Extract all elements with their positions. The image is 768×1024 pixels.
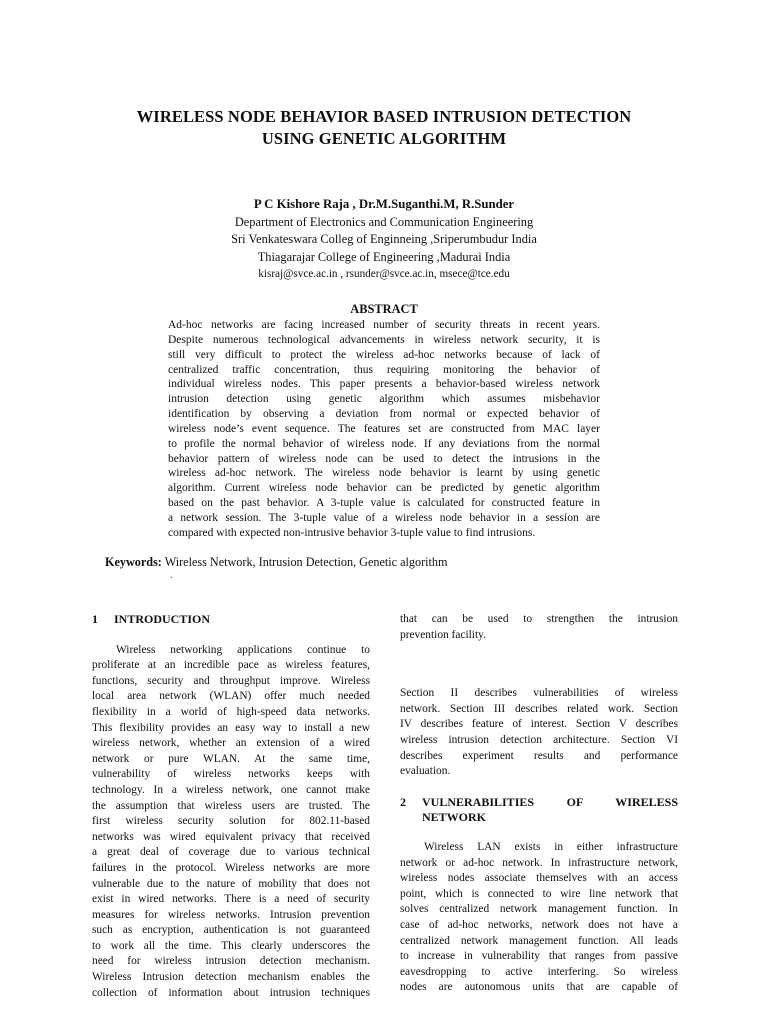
affiliation-2: Sri Venkateswara Colleg of Enginneing ,Sriperumbudur India [231, 232, 537, 246]
text-line: measures for wireless networks. Intrusion prevention [92, 908, 370, 921]
text-line: wireless ad-hoc network. The wireless node behavior is learnt by using genetic [168, 467, 600, 480]
text-line: Section II describes vulnerabilities of wireless [400, 687, 678, 700]
text-line: This flexibility provides an easy way to install a new [92, 721, 370, 734]
text-line: need for wireless intrusion detection mechanism. [92, 955, 370, 968]
text-line: proliferate at an incredible pace as wireless features, [92, 659, 370, 672]
abstract-body [168, 318, 600, 541]
text-line: network. Section III describes related work. Section [400, 702, 678, 715]
affiliation-1: Department of Electronics and Communication Engineering [234, 214, 534, 229]
text-line: exist in wired networks. There is a need of security [92, 893, 370, 906]
text-line: intrusion detection using genetic algorithm which assumes misbehavior [168, 393, 600, 406]
text-line: Wireless LAN exists in either infrastructure [424, 840, 678, 853]
text-line: individual wireless nodes. This paper presents a behavior-based wireless network [168, 378, 600, 391]
text-line: compared with expected non-intrusive behavior 3-tuple value to find intrusions. [168, 526, 536, 539]
affiliation-3: Thiagarajar College of Engineering ,Madurai India [257, 249, 511, 264]
author-names: P C Kishore Raja , Dr.M.Suganthi.M, R.Sunder [253, 197, 515, 211]
section-1-number: 1 [92, 612, 98, 626]
text-line: still very difficult to protect the wireless ad-hoc networks because of lack of [168, 348, 600, 361]
text-line: solves centralized network management function. In [400, 903, 678, 916]
section-2-body [400, 840, 678, 996]
text-line: a great deal of coverage due to various technical [92, 846, 370, 859]
left-column [92, 612, 370, 1001]
section-1-title: INTRODUCTION [114, 612, 211, 626]
text-line: a network session. The 3-tuple value of a wireless node behavior in a session are [168, 511, 600, 524]
stray-dot: . [170, 570, 173, 581]
text-line: evaluation. [400, 765, 451, 778]
text-line: Wireless Intrusion detection mechanism enables the [92, 971, 370, 984]
text-line: the assumption that wireless users are trusted. The [92, 799, 370, 812]
paper-organization-paragraph [400, 686, 678, 780]
abstract-heading: ABSTRACT [350, 302, 418, 316]
text-line: IV describes feature of interest. Section V describes [400, 718, 678, 731]
text-line: wireless intrusion detection architecture. Section VI [400, 733, 678, 746]
text-line: wireless network, whether an extension of a wired [92, 737, 370, 750]
text-line: prevention facility. [400, 628, 486, 641]
text-line: wireless nodes associate themselves with an access [400, 872, 678, 885]
text-line: wireless node’s event sequence. The features set are constructed from MAC layer [168, 422, 600, 435]
section-1-heading [92, 612, 370, 628]
text-line: identification by observing a deviation from normal or expected behavior of [168, 408, 600, 421]
text-line: Ad-hoc networks are facing increased number of security threats in recent years. [168, 319, 600, 331]
keywords [105, 555, 665, 570]
text-line: functions, security and throughput improve. Wireless [92, 674, 370, 687]
text-line: Despite numerous technological advancements in wireless network security, it is [168, 333, 600, 346]
text-line: behavior pattern of wireless node can be used to detect the intrusions in the [168, 452, 600, 465]
text-line: to increase in vulnerability that ranges from passive [400, 950, 678, 963]
paper-title [90, 106, 678, 150]
text-line: to work all the time. This clearly underscores the [92, 939, 370, 952]
text-line: vulnerability of wireless networks keeps with [92, 768, 370, 781]
text-line: Wireless networking applications continue to [116, 643, 370, 656]
section-1-continuation [400, 612, 678, 643]
text-line: flexibility in a world of high-speed data networks. [92, 705, 370, 718]
section-2-heading [400, 795, 678, 826]
keywords-label: Keywords: [105, 555, 162, 569]
text-line: failures in the protocol. Wireless networks are more [92, 861, 370, 874]
text-line: local area network (WLAN) offer much needed [92, 690, 370, 703]
text-line: centralized traffic concentration, thus requiring monitoring the behavior of [168, 363, 600, 376]
section-2-title-line-2: NETWORK [422, 810, 487, 825]
text-line: eavesdropping to active interfering. So wireless [400, 965, 678, 978]
text-line: that can be used to strengthen the intrusion [400, 613, 678, 625]
text-line: first wireless security solution for 802.11-based [92, 815, 370, 828]
text-line: collection of information about intrusion techniques [92, 986, 370, 999]
text-line: network or pure WLAN. At the same time, [92, 752, 370, 765]
author-block [90, 196, 678, 284]
text-line: case of ad-hoc networks, network does not have a [400, 918, 678, 931]
text-line: algorithm. Current wireless node behavior can be predicted by genetic algorithm [168, 482, 600, 495]
text-line: vulnerable due to the nature of mobility that does not [92, 877, 370, 890]
right-column [400, 612, 678, 996]
text-line: networks was wired equivalent privacy that received [92, 830, 370, 843]
text-line: to profile the normal behavior of wireless node. If any deviations from the normal [168, 437, 600, 450]
text-line: nodes are autonomous units that are capable of [400, 981, 678, 994]
section-2-number: 2 [400, 794, 406, 809]
title-line-2: USING GENETIC ALGORITHM [261, 129, 507, 148]
text-line: such as encryption, authentication is not guaranteed [92, 924, 370, 937]
text-line: based on the past behavior. A 3-tuple value is calculated for constructed feature in [168, 497, 600, 510]
text-line: centralized network management function. All leads [400, 934, 678, 947]
text-line: technology. In a wireless network, one cannot make [92, 783, 370, 796]
author-emails: kisraj@svce.ac.in , rsunder@svce.ac.in, msece@tce.edu [258, 268, 510, 280]
text-line: point, which is connected to wire line network that [400, 887, 678, 900]
text-line: describes experiment results and performance [400, 749, 678, 762]
section-1-body [92, 643, 370, 1002]
keywords-text: Wireless Network, Intrusion Detection, Genetic algorithm [161, 555, 448, 569]
title-line-1: WIRELESS NODE BEHAVIOR BASED INTRUSION DETECTION [136, 107, 632, 126]
section-2-title-line-1: VULNERABILITIES OF WIRELESS [422, 794, 678, 809]
text-line: network or ad-hoc network. In infrastructure network, [400, 856, 678, 869]
